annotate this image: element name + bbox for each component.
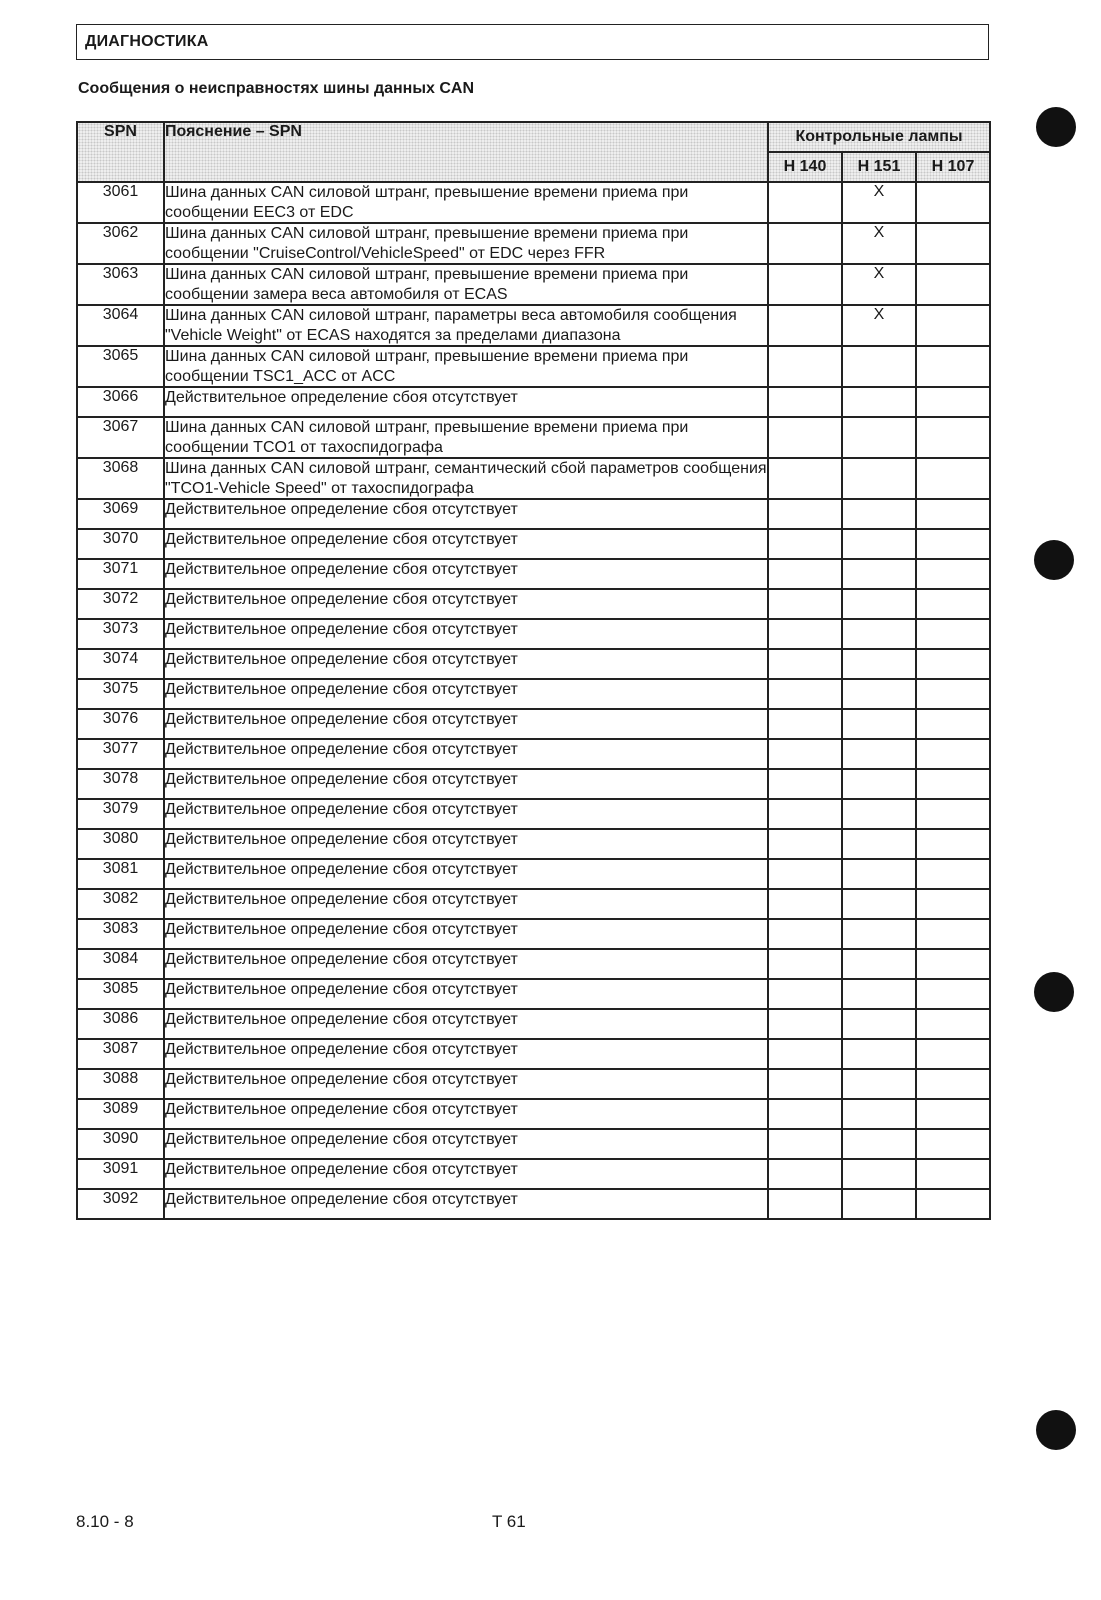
spn-cell: 3084 [77,949,164,979]
lamp-h151-cell [842,499,916,529]
lamp-h151-cell [842,1129,916,1159]
explanation-cell: Действительное определение сбоя отсутствует [164,919,768,949]
lamp-h151-cell [842,529,916,559]
section-header [76,24,989,60]
lamp-h107-cell [916,889,990,919]
table-row [77,458,990,499]
lamp-h140-cell [768,223,842,264]
spn-cell: 3061 [77,182,164,223]
lamp-h107-cell [916,1129,990,1159]
spn-cell: 3063 [77,264,164,305]
lamp-h107-cell [916,649,990,679]
spn-cell: 3085 [77,979,164,1009]
table-row [77,649,990,679]
table-row [77,769,990,799]
lamp-h140-cell [768,1129,842,1159]
lamp-h140-cell [768,417,842,458]
spn-table [76,121,991,1220]
lamp-h151-cell [842,1159,916,1189]
spn-cell: 3088 [77,1069,164,1099]
spn-cell: 3073 [77,619,164,649]
lamp-h140-cell [768,859,842,889]
lamp-h107-cell [916,264,990,305]
explanation-cell: Шина данных CAN силовой штранг, превышение времени приема при сообщении "CruiseControl/VehicleSpeed" от EDC через FFR [164,223,768,264]
table-row [77,305,990,346]
lamp-h151-cell [842,649,916,679]
lamp-h140-cell [768,679,842,709]
table-row [77,182,990,223]
lamp-h107-cell [916,619,990,649]
lamp-h151-cell [842,889,916,919]
lamp-h107-cell [916,1039,990,1069]
lamp-h107-cell [916,387,990,417]
lamp-h140-cell [768,1039,842,1069]
lamp-h107-cell [916,1069,990,1099]
explanation-cell: Шина данных CAN силовой штранг, семантический сбой параметров сообщения "TCO1-Vehicle Speed" от тахоспидографа [164,458,768,499]
spn-cell: 3091 [77,1159,164,1189]
lamp-h107-cell [916,559,990,589]
lamp-h151-cell [842,417,916,458]
explanation-cell: Действительное определение сбоя отсутствует [164,709,768,739]
explanation-cell: Действительное определение сбоя отсутствует [164,619,768,649]
lamp-h107-cell [916,919,990,949]
column-header-h140: H 140 [768,152,842,182]
spn-cell: 3086 [77,1009,164,1039]
lamp-h151-cell [842,589,916,619]
lamp-h151-cell [842,709,916,739]
lamp-h140-cell [768,1159,842,1189]
explanation-cell: Действительное определение сбоя отсутствует [164,1069,768,1099]
spn-cell: 3078 [77,769,164,799]
lamp-h107-cell [916,346,990,387]
lamp-h140-cell [768,799,842,829]
spn-cell: 3090 [77,1129,164,1159]
table-row [77,346,990,387]
explanation-cell: Действительное определение сбоя отсутствует [164,979,768,1009]
table-row [77,1069,990,1099]
document-code: T 61 [492,1512,526,1531]
lamp-h140-cell [768,649,842,679]
spn-cell: 3070 [77,529,164,559]
lamp-h140-cell [768,829,842,859]
table-row [77,499,990,529]
spn-cell: 3066 [77,387,164,417]
page-subtitle: Сообщения о неисправностях шины данных CAN [78,80,474,97]
spn-cell: 3068 [77,458,164,499]
lamp-h140-cell [768,709,842,739]
explanation-cell: Шина данных CAN силовой штранг, превышение времени приема при сообщении TCO1 от тахоспидографа [164,417,768,458]
lamp-h140-cell [768,619,842,649]
section-title: ДИАГНОСТИКА [85,33,209,50]
lamp-h140-cell [768,264,842,305]
spn-cell: 3065 [77,346,164,387]
explanation-cell: Действительное определение сбоя отсутствует [164,529,768,559]
spn-cell: 3071 [77,559,164,589]
explanation-cell: Действительное определение сбоя отсутствует [164,829,768,859]
table-row [77,559,990,589]
lamp-h140-cell [768,529,842,559]
explanation-cell: Действительное определение сбоя отсутствует [164,1009,768,1039]
lamp-h151-cell [842,1099,916,1129]
spn-cell: 3089 [77,1099,164,1129]
lamp-h140-cell [768,589,842,619]
table-row [77,799,990,829]
punch-hole-mark [1034,540,1074,580]
lamp-h151-cell [842,619,916,649]
spn-cell: 3077 [77,739,164,769]
table-row [77,829,990,859]
explanation-cell: Действительное определение сбоя отсутствует [164,387,768,417]
spn-cell: 3069 [77,499,164,529]
explanation-cell: Действительное определение сбоя отсутствует [164,889,768,919]
lamp-h151-cell [842,799,916,829]
table-row [77,529,990,559]
explanation-cell: Действительное определение сбоя отсутствует [164,949,768,979]
spn-cell: 3079 [77,799,164,829]
lamp-h151-cell [842,769,916,799]
lamp-h151-cell: X [842,264,916,305]
spn-cell: 3067 [77,417,164,458]
lamp-h107-cell [916,709,990,739]
lamp-h107-cell [916,305,990,346]
lamp-h151-cell [842,949,916,979]
explanation-cell: Шина данных CAN силовой штранг, превышение времени приема при сообщении замера веса автомобиля от ECAS [164,264,768,305]
explanation-cell: Действительное определение сбоя отсутствует [164,589,768,619]
table-row [77,1159,990,1189]
explanation-cell: Действительное определение сбоя отсутствует [164,769,768,799]
table-row [77,417,990,458]
spn-cell: 3080 [77,829,164,859]
lamp-h151-cell [842,979,916,1009]
lamp-h140-cell [768,387,842,417]
lamp-h140-cell [768,769,842,799]
lamp-h151-cell [842,387,916,417]
table-row [77,387,990,417]
table-row [77,223,990,264]
table-row [77,919,990,949]
table-row [77,889,990,919]
spn-cell: 3064 [77,305,164,346]
table-row [77,1129,990,1159]
explanation-cell: Действительное определение сбоя отсутствует [164,1099,768,1129]
explanation-cell: Шина данных CAN силовой штранг, превышение времени приема при сообщении TSC1_ACC от ACC [164,346,768,387]
spn-cell: 3075 [77,679,164,709]
lamp-h107-cell [916,1189,990,1219]
lamp-h151-cell [842,1189,916,1219]
lamp-h151-cell [842,1039,916,1069]
lamp-h151-cell: X [842,305,916,346]
table-row [77,979,990,1009]
table-row [77,679,990,709]
lamp-h140-cell [768,182,842,223]
lamp-h151-cell [842,458,916,499]
lamp-h140-cell [768,1069,842,1099]
explanation-cell: Действительное определение сбоя отсутствует [164,859,768,889]
explanation-cell: Действительное определение сбоя отсутствует [164,679,768,709]
column-header-lamps: Контрольные лампы [768,122,990,152]
page-number: 8.10 - 8 [76,1512,134,1531]
explanation-cell: Действительное определение сбоя отсутствует [164,649,768,679]
lamp-h107-cell [916,799,990,829]
punch-hole-mark [1036,107,1076,147]
lamp-h107-cell [916,223,990,264]
table-row [77,859,990,889]
explanation-cell: Действительное определение сбоя отсутствует [164,739,768,769]
punch-hole-mark [1036,1410,1076,1450]
spn-cell: 3074 [77,649,164,679]
lamp-h107-cell [916,769,990,799]
explanation-cell: Шина данных CAN силовой штранг, превышение времени приема при сообщении EEC3 от EDC [164,182,768,223]
table-row [77,1099,990,1129]
lamp-h107-cell [916,679,990,709]
spn-cell: 3082 [77,889,164,919]
lamp-h107-cell [916,1099,990,1129]
lamp-h151-cell: X [842,223,916,264]
table-row [77,264,990,305]
table-row [77,709,990,739]
lamp-h151-cell [842,829,916,859]
lamp-h140-cell [768,559,842,589]
table-row [77,949,990,979]
explanation-cell: Шина данных CAN силовой штранг, параметры веса автомобиля сообщения "Vehicle Weight" от ECAS находятся за пределами диапазона [164,305,768,346]
lamp-h107-cell [916,739,990,769]
lamp-h107-cell [916,529,990,559]
spn-cell: 3072 [77,589,164,619]
lamp-h140-cell [768,889,842,919]
lamp-h151-cell [842,739,916,769]
lamp-h140-cell [768,949,842,979]
lamp-h140-cell [768,305,842,346]
lamp-h140-cell [768,458,842,499]
spn-cell: 3087 [77,1039,164,1069]
lamp-h151-cell [842,919,916,949]
column-header-explanation: Пояснение – SPN [164,122,768,182]
lamp-h107-cell [916,979,990,1009]
table-row [77,589,990,619]
lamp-h151-cell: X [842,182,916,223]
lamp-h140-cell [768,1009,842,1039]
lamp-h140-cell [768,1189,842,1219]
column-header-h151: H 151 [842,152,916,182]
lamp-h107-cell [916,417,990,458]
table-row [77,739,990,769]
explanation-cell: Действительное определение сбоя отсутствует [164,499,768,529]
lamp-h140-cell [768,979,842,1009]
table-body [77,182,990,1219]
column-header-h107: H 107 [916,152,990,182]
lamp-h107-cell [916,589,990,619]
lamp-h151-cell [842,859,916,889]
lamp-h151-cell [842,559,916,589]
explanation-cell: Действительное определение сбоя отсутствует [164,559,768,589]
explanation-cell: Действительное определение сбоя отсутствует [164,799,768,829]
table-row [77,1009,990,1039]
punch-hole-mark [1034,972,1074,1012]
spn-cell: 3081 [77,859,164,889]
lamp-h107-cell [916,1159,990,1189]
explanation-cell: Действительное определение сбоя отсутствует [164,1129,768,1159]
lamp-h140-cell [768,739,842,769]
spn-cell: 3092 [77,1189,164,1219]
explanation-cell: Действительное определение сбоя отсутствует [164,1039,768,1069]
lamp-h151-cell [842,679,916,709]
explanation-cell: Действительное определение сбоя отсутствует [164,1159,768,1189]
table-row [77,619,990,649]
lamp-h107-cell [916,499,990,529]
lamp-h151-cell [842,346,916,387]
lamp-h140-cell [768,346,842,387]
lamp-h107-cell [916,458,990,499]
lamp-h140-cell [768,499,842,529]
table-row [77,1039,990,1069]
lamp-h151-cell [842,1069,916,1099]
lamp-h140-cell [768,1099,842,1129]
lamp-h151-cell [842,1009,916,1039]
lamp-h140-cell [768,919,842,949]
lamp-h107-cell [916,949,990,979]
column-header-spn: SPN [77,122,164,182]
lamp-h107-cell [916,182,990,223]
spn-cell: 3076 [77,709,164,739]
spn-cell: 3083 [77,919,164,949]
lamp-h107-cell [916,859,990,889]
explanation-cell: Действительное определение сбоя отсутствует [164,1189,768,1219]
table-row [77,1189,990,1219]
spn-cell: 3062 [77,223,164,264]
lamp-h107-cell [916,1009,990,1039]
lamp-h107-cell [916,829,990,859]
